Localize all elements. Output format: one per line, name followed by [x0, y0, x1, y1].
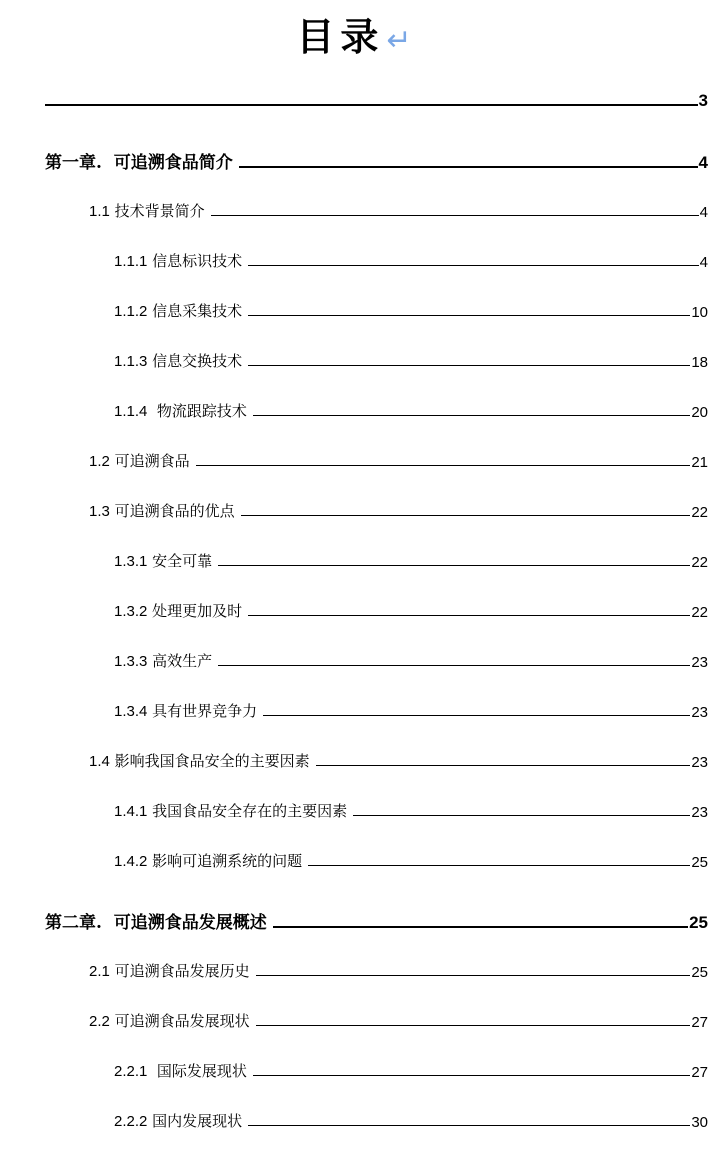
toc-entry-spacer [102, 153, 114, 173]
toc-title-text: 目录 [296, 14, 385, 59]
toc-entry-number: 2.2 [89, 1013, 110, 1030]
toc-entry[interactable] [114, 397, 708, 421]
toc-entry-number: 2.2.2 [114, 1113, 148, 1130]
toc-entry-title [89, 960, 256, 981]
toc-leader-line [248, 1125, 690, 1126]
toc-title [0, 6, 708, 61]
toc-entry[interactable] [89, 447, 708, 471]
paragraph-return-icon: ↵ [386, 23, 412, 58]
toc-entry-label: 可追溯食品简介 [113, 153, 233, 173]
toc-entry-label: 可追溯食品发展概述 [113, 913, 267, 933]
toc-leader-line [196, 465, 691, 466]
toc-entry-title [114, 350, 248, 371]
toc-entry-title [114, 300, 248, 321]
toc-entry-label: 我国食品安全存在的主要因素 [152, 802, 348, 820]
toc-entry[interactable] [89, 747, 708, 771]
toc-entry-title [114, 1060, 253, 1081]
toc-entry-title [114, 400, 253, 421]
toc-entry[interactable] [114, 247, 708, 271]
toc-page-number: 4 [699, 254, 708, 271]
toc-entry-label: 高效生产 [152, 652, 213, 670]
toc-entry-number: 1.2 [89, 453, 110, 470]
toc-leader-line [253, 1075, 690, 1076]
toc-page-number: 23 [691, 654, 708, 671]
toc-entry[interactable] [114, 297, 708, 321]
toc-entry[interactable] [114, 847, 708, 871]
toc-entry-label: 可追溯食品发展现状 [114, 1012, 250, 1030]
toc-entry-number: 1.4.1 [114, 803, 148, 820]
toc-entry-label: 影响我国食品安全的主要因素 [114, 752, 310, 770]
toc-entry-number: 2.2.1 [114, 1063, 148, 1080]
toc-page-number: 4 [699, 204, 708, 221]
toc-entry-number: 1.4.2 [114, 853, 148, 870]
toc-leader-line [218, 565, 690, 566]
toc-entry-title [89, 450, 196, 471]
toc-entry[interactable] [89, 197, 708, 221]
toc-entry-title [45, 148, 239, 173]
toc-entry-label: 可追溯食品 [114, 452, 190, 470]
toc-page-number: 3 [698, 91, 708, 110]
toc-entry-title [45, 908, 273, 933]
toc-page-number: 25 [689, 913, 708, 932]
toc-entry-number: 1.1.1 [114, 253, 148, 270]
toc-leader-line [248, 315, 690, 316]
toc-entry-label: 技术背景简介 [114, 202, 205, 220]
toc-leader-line [253, 415, 690, 416]
toc-entry[interactable] [114, 797, 708, 821]
toc-entry[interactable] [114, 697, 708, 721]
toc-entry-number: 1.3.2 [114, 603, 148, 620]
toc-entry-number: 1.1 [89, 203, 110, 220]
toc-entry-number: 1.3.3 [114, 653, 148, 670]
toc-leader-line [248, 615, 690, 616]
toc-entry-label: 信息交换技术 [152, 352, 243, 370]
toc-entry[interactable] [114, 647, 708, 671]
toc-page-number: 18 [691, 354, 708, 371]
toc-leader-line [256, 1025, 691, 1026]
toc-entry-label: 可追溯食品的优点 [114, 502, 235, 520]
toc-page-number: 23 [691, 804, 708, 821]
toc-leader-line [211, 215, 699, 216]
toc-entry[interactable] [89, 1007, 708, 1031]
toc-entry-title [114, 650, 218, 671]
toc-entry-number: 2.1 [89, 963, 110, 980]
toc-entry-title [89, 200, 211, 221]
toc-leader-line [218, 665, 690, 666]
toc-entry[interactable] [89, 957, 708, 981]
toc-entry-untitled[interactable] [45, 85, 708, 111]
toc-entry-label: 国际发展现状 [152, 1062, 247, 1080]
toc-leader-line [248, 365, 690, 366]
toc-page-number: 25 [691, 854, 708, 871]
toc-page-number: 25 [691, 964, 708, 981]
toc-page-number: 22 [691, 554, 708, 571]
toc-entry[interactable] [114, 347, 708, 371]
toc-page-number: 21 [691, 454, 708, 471]
toc-leader-line [248, 265, 698, 266]
toc-leader-line [263, 715, 690, 716]
toc-entry[interactable] [114, 1057, 708, 1081]
toc-entry-title [114, 550, 218, 571]
toc-entry-title [114, 850, 308, 871]
toc-entry[interactable] [89, 497, 708, 521]
toc-page-number: 27 [691, 1064, 708, 1081]
toc-entry-number: 1.1.3 [114, 353, 148, 370]
toc-leader-line [353, 815, 690, 816]
toc-entry-label: 信息采集技术 [152, 302, 243, 320]
toc-leader-line [239, 166, 698, 168]
toc-leader-line [273, 926, 688, 928]
toc-page-number: 20 [691, 404, 708, 421]
toc-entry-label: 可追溯食品发展历史 [114, 962, 250, 980]
toc-entry-label: 物流跟踪技术 [152, 402, 247, 420]
toc-leader-line [308, 865, 690, 866]
toc-page-number: 4 [698, 153, 708, 172]
toc-entry-title [114, 700, 263, 721]
toc-entry-label: 具有世界竞争力 [152, 702, 258, 720]
toc-entry-label: 信息标识技术 [152, 252, 243, 270]
toc-entry-label: 影响可追溯系统的问题 [152, 852, 303, 870]
toc-page-number: 23 [691, 704, 708, 721]
toc-entry-spacer [102, 913, 114, 933]
toc-page-number: 22 [691, 504, 708, 521]
toc-entry-number: 1.3 [89, 503, 110, 520]
toc-page-number: 22 [691, 604, 708, 621]
toc-page-number: 27 [691, 1014, 708, 1031]
toc-entry[interactable] [45, 147, 708, 173]
toc-entry-title [114, 1110, 248, 1131]
toc-page-number: 23 [691, 754, 708, 771]
toc-leader-line [316, 765, 691, 766]
toc-entry-title [89, 1010, 256, 1031]
toc-entry-number: 1.1.4 [114, 403, 148, 420]
toc-entry-number: 第一章. [45, 153, 102, 173]
toc-entry[interactable] [114, 547, 708, 571]
toc-page-number: 10 [691, 304, 708, 321]
toc-entry-number: 1.1.2 [114, 303, 148, 320]
toc-entry-title [114, 800, 353, 821]
toc-entry-number: 第二章. [45, 913, 102, 933]
toc-entry-number: 1.4 [89, 753, 110, 770]
toc-leader-line [256, 975, 691, 976]
toc-entry-label: 国内发展现状 [152, 1112, 243, 1130]
toc-entry-label: 安全可靠 [152, 552, 213, 570]
toc-page-number: 30 [691, 1114, 708, 1131]
toc-entry-title [114, 250, 248, 271]
toc-entry-label: 处理更加及时 [152, 602, 243, 620]
toc-entry[interactable] [45, 907, 708, 933]
toc-leader-line [241, 515, 691, 516]
toc-entry-title [89, 500, 241, 521]
toc-entry-title [89, 750, 316, 771]
toc-entry-number: 1.3.4 [114, 703, 148, 720]
toc-entry[interactable] [114, 597, 708, 621]
toc-leader-line [45, 104, 698, 106]
toc-entry[interactable] [114, 1107, 708, 1131]
toc-entry-title [114, 600, 248, 621]
toc-entry-number: 1.3.1 [114, 553, 148, 570]
